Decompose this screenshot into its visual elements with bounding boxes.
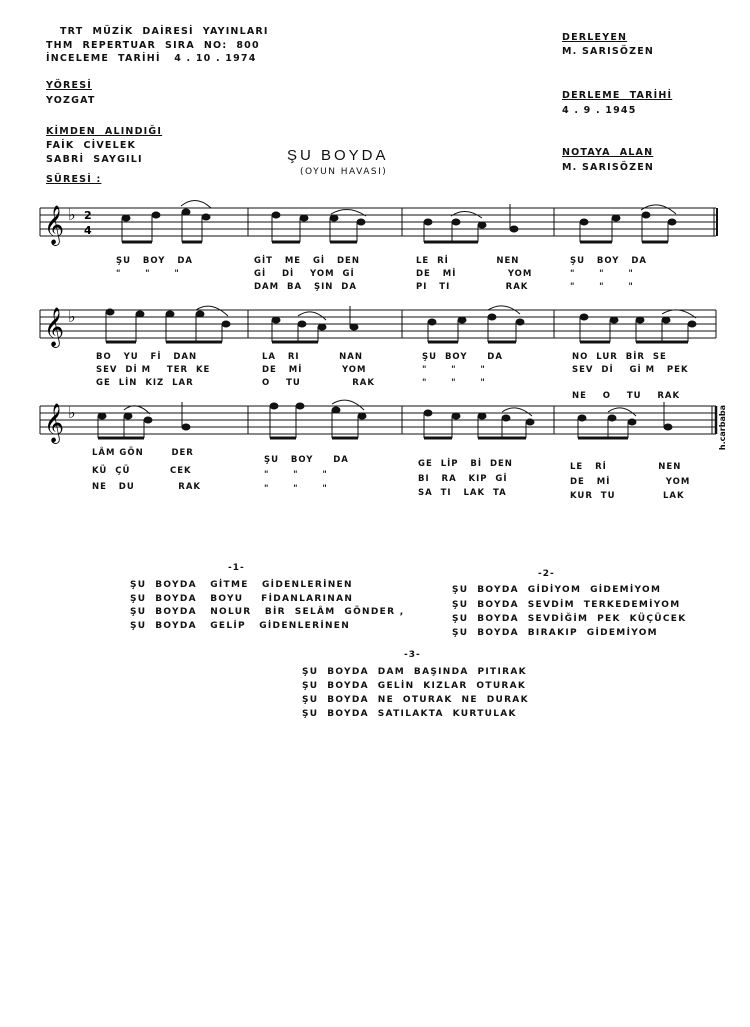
flat-sign-icon: ♭	[68, 307, 76, 326]
verse-2-line-2: ŞU BOYDA SEVDİM TERKEDEMİYOM	[452, 600, 681, 610]
verse-2-line-4: ŞU BOYDA BIRAKIP GİDEMİYOM	[452, 628, 658, 638]
flat-sign-icon: ♭	[68, 205, 76, 224]
lyric-s3-m4-l1: LE Rİ NEN	[570, 462, 682, 472]
compile-date-value: 4 . 9 . 1945	[562, 105, 637, 116]
treble-clef-icon: 𝄞	[44, 403, 65, 443]
verse-2-number: -2-	[538, 569, 555, 579]
compile-date-label: DERLEME TARİHİ	[562, 90, 673, 101]
lyric-s3-m1-l2: KÜ ÇÜ CEK	[92, 466, 192, 476]
lyric-s2-m1-l1: BO YU Fİ DAN	[96, 352, 198, 362]
region-value: YOZGAT	[46, 95, 96, 106]
lyric-s1-m3-l2: DE Mİ YOM	[416, 269, 533, 279]
lyric-s2-m4-l1: NO LUR BİR SE	[572, 352, 667, 362]
lyric-s2-m2-l3: O TU RAK	[262, 378, 375, 388]
lyric-s2-m2-l1: LA RI NAN	[262, 352, 363, 362]
lyric-s3-m4-l2: DE Mİ YOM	[570, 477, 691, 487]
review-date: İNCELEME TARİHİ 4 . 10 . 1974	[46, 53, 257, 64]
lyric-s2-m4-l3: NE O TU RAK	[572, 391, 681, 401]
lyric-s2-m1-l2: SEV Dİ M TER KE	[96, 365, 211, 375]
lyric-s3-m1-l3: NE DU RAK	[92, 482, 202, 492]
treble-clef-icon: 𝄞	[44, 307, 65, 347]
lyric-s3-m3-l3: SA TI LAK TA	[418, 488, 507, 498]
source-person-2: SABRİ SAYGILI	[46, 154, 143, 165]
verse-1-line-2: ŞU BOYDA BOYU FİDANLARINAN	[130, 594, 354, 604]
lyric-s2-m3-l1: ŞU BOY DA	[422, 352, 503, 362]
music-staff-1	[36, 190, 722, 260]
song-title: ŞU BOYDA	[287, 147, 389, 164]
lyric-s3-m1-l1: LÂM GÖN DER	[92, 448, 194, 458]
lyric-s1-m2-l3: DAM BA ŞIN DA	[254, 282, 357, 292]
lyric-s3-m2-l1: ŞU BOY DA	[264, 455, 349, 465]
verse-1-line-4: ŞU BOYDA GELİP GİDENLERİNEN	[130, 621, 351, 631]
lyric-s1-m4-l1: ŞU BOY DA	[570, 256, 647, 266]
verse-2-line-1: ŞU BOYDA GİDİYOM GİDEMİYOM	[452, 585, 662, 595]
repertoire-number: THM REPERTUAR SIRA NO: 800	[46, 40, 260, 51]
composer-signature: h.carbaba	[718, 405, 727, 451]
publisher-line: TRT MÜZİK DAİRESİ YAYINLARI	[60, 26, 269, 37]
compiler-label: DERLEYEN	[562, 32, 628, 43]
lyric-s1-m2-l2: Gİ Dİ YOM Gİ	[254, 269, 355, 279]
region-label: YÖRESİ	[46, 80, 92, 91]
lyric-s1-m4-l2: " " "	[570, 269, 634, 279]
lyric-s1-m1-l2: " " "	[116, 269, 180, 279]
lyric-s2-m1-l3: GE LİN KIZ LAR	[96, 378, 194, 388]
lyric-s2-m4-l2: SEV Dİ Gİ M PEK	[572, 365, 689, 375]
lyric-s1-m3-l3: PI TI RAK	[416, 282, 529, 292]
lyric-s2-m2-l2: DE Mİ YOM	[262, 365, 367, 375]
lyric-s1-m4-l3: " " "	[570, 282, 634, 292]
verse-1-line-1: ŞU BOYDA GİTME GİDENLERİNEN	[130, 580, 353, 590]
verse-3-number: -3-	[404, 650, 421, 660]
lyric-s2-m3-l3: " " "	[422, 378, 486, 388]
lyric-s3-m2-l3: " " "	[264, 484, 328, 494]
flat-sign-icon: ♭	[68, 403, 76, 422]
verse-1-number: -1-	[228, 563, 245, 573]
source-label: KİMDEN ALINDIĞI	[46, 126, 163, 137]
source-person-1: FAİK CİVELEK	[46, 140, 137, 151]
time-signature-bottom: 4	[84, 224, 92, 237]
time-signature-top: 2	[84, 209, 92, 222]
verse-3-line-4: ŞU BOYDA SATILAKTA KURTULAK	[302, 709, 517, 719]
lyric-s1-m2-l1: GİT ME Gİ DEN	[254, 256, 360, 266]
notation-by-label: NOTAYA ALAN	[562, 147, 654, 158]
notation-by-value: M. SARISÖZEN	[562, 162, 655, 173]
lyric-s3-m2-l2: " " "	[264, 470, 328, 480]
verse-2-line-3: ŞU BOYDA SEVDİĞİM PEK KÜÇÜCEK	[452, 614, 687, 624]
treble-clef-icon: 𝄞	[44, 205, 65, 245]
duration-label: SÜRESİ :	[46, 174, 102, 185]
lyric-s3-m3-l1: GE LİP Bİ DEN	[418, 459, 513, 469]
verse-1-line-3: ŞU BOYDA NOLUR BİR SELÂM GÖNDER ,	[130, 607, 405, 617]
song-subtitle: (OYUN HAVASI)	[300, 167, 388, 177]
verse-3-line-2: ŞU BOYDA GELİN KIZLAR OTURAK	[302, 681, 527, 691]
lyric-s1-m3-l1: LE Rİ NEN	[416, 256, 520, 266]
lyric-s3-m3-l2: BI RA KIP Gİ	[418, 474, 508, 484]
compiler-value: M. SARISÖZEN	[562, 46, 655, 57]
lyric-s1-m1-l1: ŞU BOY DA	[116, 256, 193, 266]
lyric-s3-m4-l3: KUR TU LAK	[570, 491, 685, 501]
verse-3-line-3: ŞU BOYDA NE OTURAK NE DURAK	[302, 695, 529, 705]
verse-3-line-1: ŞU BOYDA DAM BAŞINDA PITIRAK	[302, 667, 527, 677]
lyric-s2-m3-l2: " " "	[422, 365, 486, 375]
